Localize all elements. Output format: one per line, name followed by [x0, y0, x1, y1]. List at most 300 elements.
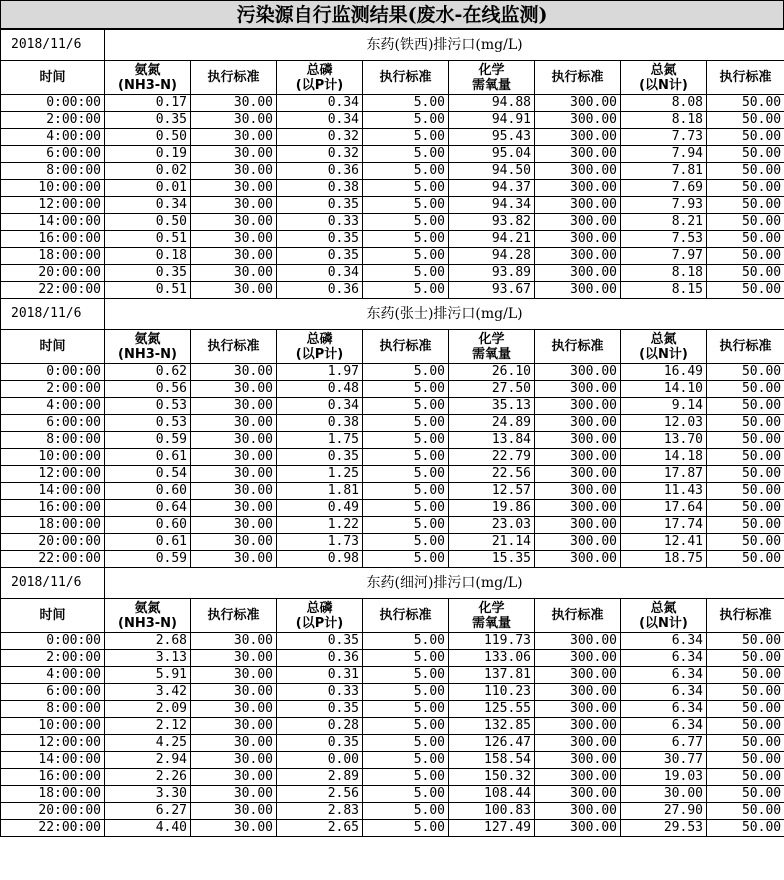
column-header-line: 执行标准	[551, 70, 604, 85]
time-cell: 18:00:00	[1, 248, 105, 265]
time-cell: 2:00:00	[1, 112, 105, 129]
value-cell: 0.38	[277, 415, 363, 432]
value-cell: 29.53	[621, 820, 707, 837]
value-cell: 5.00	[363, 534, 449, 551]
value-cell: 5.00	[363, 282, 449, 299]
value-cell: 30.00	[191, 282, 277, 299]
time-cell: 20:00:00	[1, 803, 105, 820]
table-row	[1, 769, 784, 786]
value-cell: 1.73	[277, 534, 363, 551]
value-cell: 0.34	[105, 197, 191, 214]
value-cell: 108.44	[449, 786, 535, 803]
value-cell: 17.87	[621, 466, 707, 483]
value-cell: 5.00	[363, 803, 449, 820]
value-cell: 300.00	[535, 231, 621, 248]
value-cell: 30.00	[191, 129, 277, 146]
section-date: 2018/11/6	[1, 30, 105, 61]
value-cell: 17.74	[621, 517, 707, 534]
value-cell: 0.01	[105, 180, 191, 197]
column-header-line: 时间	[39, 339, 66, 354]
value-cell: 0.48	[277, 381, 363, 398]
value-cell: 0.02	[105, 163, 191, 180]
value-cell: 1.81	[277, 483, 363, 500]
value-cell: 2.09	[105, 701, 191, 718]
value-cell: 19.86	[449, 500, 535, 517]
value-cell: 30.00	[191, 551, 277, 568]
value-cell: 5.00	[363, 650, 449, 667]
table-row	[1, 786, 784, 803]
value-cell: 2.68	[105, 633, 191, 650]
column-header-line: 总磷	[306, 331, 333, 347]
value-cell: 7.81	[621, 163, 707, 180]
value-cell: 8.21	[621, 214, 707, 231]
table-row	[1, 163, 784, 180]
value-cell: 110.23	[449, 684, 535, 701]
value-cell: 30.00	[191, 650, 277, 667]
value-cell: 300.00	[535, 769, 621, 786]
value-cell: 5.00	[363, 248, 449, 265]
value-cell: 93.89	[449, 265, 535, 282]
value-cell: 9.14	[621, 398, 707, 415]
time-cell: 0:00:00	[1, 364, 105, 381]
value-cell: 127.49	[449, 820, 535, 837]
column-header-line: (NH3-N)	[118, 77, 177, 93]
section-outfall-name: 东药(张士)排污口(mg/L)	[105, 299, 784, 330]
value-cell: 300.00	[535, 265, 621, 282]
value-cell: 0.60	[105, 483, 191, 500]
value-cell: 137.81	[449, 667, 535, 684]
value-cell: 5.00	[363, 231, 449, 248]
value-cell: 50.00	[707, 735, 784, 752]
value-cell: 12.03	[621, 415, 707, 432]
value-cell: 0.50	[105, 129, 191, 146]
value-cell: 6.34	[621, 633, 707, 650]
value-cell: 150.32	[449, 769, 535, 786]
value-cell: 300.00	[535, 820, 621, 837]
value-cell: 50.00	[707, 500, 784, 517]
value-cell: 4.40	[105, 820, 191, 837]
value-cell: 5.00	[363, 500, 449, 517]
value-cell: 23.03	[449, 517, 535, 534]
value-cell: 30.00	[191, 517, 277, 534]
value-cell: 30.00	[191, 214, 277, 231]
value-cell: 300.00	[535, 112, 621, 129]
value-cell: 30.00	[191, 667, 277, 684]
column-header	[449, 330, 535, 364]
time-cell: 16:00:00	[1, 231, 105, 248]
column-header	[105, 61, 191, 95]
table-row	[1, 735, 784, 752]
column-header-line: 总氮	[650, 331, 677, 347]
value-cell: 6.34	[621, 650, 707, 667]
time-cell: 14:00:00	[1, 483, 105, 500]
value-cell: 300.00	[535, 701, 621, 718]
table-row	[1, 633, 784, 650]
column-header-line: 化学	[478, 331, 505, 347]
value-cell: 50.00	[707, 684, 784, 701]
time-cell: 18:00:00	[1, 786, 105, 803]
time-cell: 22:00:00	[1, 282, 105, 299]
value-cell: 50.00	[707, 752, 784, 769]
value-cell: 0.28	[277, 718, 363, 735]
value-cell: 94.50	[449, 163, 535, 180]
value-cell: 50.00	[707, 214, 784, 231]
column-header-line: 时间	[39, 70, 66, 85]
column-header-line: 执行标准	[379, 339, 432, 354]
value-cell: 0.18	[105, 248, 191, 265]
value-cell: 0.35	[277, 449, 363, 466]
column-header	[707, 599, 784, 633]
time-cell: 8:00:00	[1, 701, 105, 718]
column-header-line: (以P计)	[295, 615, 344, 631]
table-row	[1, 381, 784, 398]
monitoring-table	[0, 29, 784, 837]
table-row	[1, 803, 784, 820]
section-date: 2018/11/6	[1, 568, 105, 599]
value-cell: 30.00	[191, 95, 277, 112]
value-cell: 0.59	[105, 551, 191, 568]
value-cell: 16.49	[621, 364, 707, 381]
value-cell: 0.00	[277, 752, 363, 769]
value-cell: 5.00	[363, 517, 449, 534]
value-cell: 300.00	[535, 667, 621, 684]
column-header-line: 化学	[478, 62, 505, 78]
value-cell: 6.27	[105, 803, 191, 820]
value-cell: 300.00	[535, 718, 621, 735]
value-cell: 50.00	[707, 129, 784, 146]
value-cell: 30.77	[621, 752, 707, 769]
value-cell: 30.00	[191, 398, 277, 415]
value-cell: 0.34	[277, 398, 363, 415]
time-cell: 12:00:00	[1, 735, 105, 752]
value-cell: 125.55	[449, 701, 535, 718]
value-cell: 50.00	[707, 180, 784, 197]
value-cell: 5.00	[363, 551, 449, 568]
time-cell: 8:00:00	[1, 432, 105, 449]
value-cell: 22.56	[449, 466, 535, 483]
value-cell: 50.00	[707, 231, 784, 248]
value-cell: 2.65	[277, 820, 363, 837]
table-row	[1, 248, 784, 265]
value-cell: 30.00	[191, 449, 277, 466]
value-cell: 0.36	[277, 282, 363, 299]
value-cell: 0.33	[277, 214, 363, 231]
value-cell: 30.00	[191, 180, 277, 197]
value-cell: 6.34	[621, 718, 707, 735]
value-cell: 133.06	[449, 650, 535, 667]
section-date: 2018/11/6	[1, 299, 105, 330]
value-cell: 2.94	[105, 752, 191, 769]
value-cell: 30.00	[191, 466, 277, 483]
value-cell: 5.00	[363, 752, 449, 769]
time-cell: 20:00:00	[1, 265, 105, 282]
table-row	[1, 112, 784, 129]
value-cell: 5.00	[363, 265, 449, 282]
time-cell: 10:00:00	[1, 180, 105, 197]
value-cell: 30.00	[191, 265, 277, 282]
value-cell: 300.00	[535, 381, 621, 398]
value-cell: 0.49	[277, 500, 363, 517]
value-cell: 0.19	[105, 146, 191, 163]
value-cell: 5.00	[363, 129, 449, 146]
value-cell: 0.53	[105, 415, 191, 432]
value-cell: 1.97	[277, 364, 363, 381]
value-cell: 2.26	[105, 769, 191, 786]
value-cell: 30.00	[191, 701, 277, 718]
value-cell: 5.00	[363, 701, 449, 718]
value-cell: 300.00	[535, 180, 621, 197]
column-header	[621, 330, 707, 364]
value-cell: 5.91	[105, 667, 191, 684]
value-cell: 30.00	[191, 364, 277, 381]
value-cell: 5.00	[363, 483, 449, 500]
value-cell: 300.00	[535, 449, 621, 466]
value-cell: 2.83	[277, 803, 363, 820]
value-cell: 300.00	[535, 364, 621, 381]
time-cell: 4:00:00	[1, 129, 105, 146]
value-cell: 11.43	[621, 483, 707, 500]
value-cell: 0.60	[105, 517, 191, 534]
value-cell: 0.35	[277, 701, 363, 718]
table-row	[1, 398, 784, 415]
value-cell: 35.13	[449, 398, 535, 415]
value-cell: 50.00	[707, 667, 784, 684]
time-cell: 18:00:00	[1, 517, 105, 534]
value-cell: 50.00	[707, 551, 784, 568]
value-cell: 300.00	[535, 534, 621, 551]
column-header	[1, 599, 105, 633]
time-cell: 20:00:00	[1, 534, 105, 551]
value-cell: 5.00	[363, 112, 449, 129]
value-cell: 300.00	[535, 163, 621, 180]
value-cell: 50.00	[707, 265, 784, 282]
value-cell: 0.35	[277, 248, 363, 265]
value-cell: 30.00	[191, 684, 277, 701]
value-cell: 7.94	[621, 146, 707, 163]
value-cell: 50.00	[707, 466, 784, 483]
time-cell: 2:00:00	[1, 381, 105, 398]
column-header-line: 总磷	[306, 62, 333, 78]
column-header-line: (NH3-N)	[118, 615, 177, 631]
value-cell: 50.00	[707, 769, 784, 786]
value-cell: 300.00	[535, 650, 621, 667]
value-cell: 5.00	[363, 667, 449, 684]
column-header-line: 执行标准	[379, 608, 432, 623]
value-cell: 50.00	[707, 163, 784, 180]
value-cell: 300.00	[535, 129, 621, 146]
value-cell: 50.00	[707, 534, 784, 551]
table-row	[1, 500, 784, 517]
value-cell: 50.00	[707, 112, 784, 129]
value-cell: 50.00	[707, 415, 784, 432]
value-cell: 300.00	[535, 415, 621, 432]
value-cell: 0.32	[277, 129, 363, 146]
value-cell: 7.73	[621, 129, 707, 146]
column-header	[363, 330, 449, 364]
value-cell: 8.08	[621, 95, 707, 112]
column-header-line: 执行标准	[207, 608, 260, 623]
time-cell: 10:00:00	[1, 718, 105, 735]
value-cell: 8.18	[621, 112, 707, 129]
column-header-line: (以N计)	[639, 615, 688, 631]
value-cell: 5.00	[363, 214, 449, 231]
value-cell: 7.53	[621, 231, 707, 248]
value-cell: 30.00	[191, 769, 277, 786]
value-cell: 0.38	[277, 180, 363, 197]
table-row	[1, 231, 784, 248]
table-row	[1, 449, 784, 466]
column-header-line: 需氧量	[471, 615, 511, 631]
time-cell: 12:00:00	[1, 466, 105, 483]
column-header-line: 总磷	[306, 600, 333, 616]
value-cell: 30.00	[191, 483, 277, 500]
column-header	[707, 330, 784, 364]
value-cell: 30.00	[191, 534, 277, 551]
value-cell: 50.00	[707, 398, 784, 415]
value-cell: 5.00	[363, 432, 449, 449]
column-header-line: 执行标准	[719, 70, 772, 85]
value-cell: 300.00	[535, 684, 621, 701]
time-cell: 4:00:00	[1, 667, 105, 684]
column-header	[277, 330, 363, 364]
value-cell: 50.00	[707, 650, 784, 667]
value-cell: 0.35	[277, 197, 363, 214]
time-cell: 4:00:00	[1, 398, 105, 415]
column-header-line: (以N计)	[639, 346, 688, 362]
time-cell: 6:00:00	[1, 684, 105, 701]
value-cell: 0.34	[277, 265, 363, 282]
column-header	[535, 330, 621, 364]
value-cell: 8.15	[621, 282, 707, 299]
value-cell: 50.00	[707, 483, 784, 500]
value-cell: 0.98	[277, 551, 363, 568]
value-cell: 2.89	[277, 769, 363, 786]
value-cell: 0.35	[277, 633, 363, 650]
value-cell: 30.00	[191, 112, 277, 129]
column-header	[449, 61, 535, 95]
value-cell: 30.00	[191, 820, 277, 837]
value-cell: 7.97	[621, 248, 707, 265]
column-header	[191, 61, 277, 95]
table-row	[1, 551, 784, 568]
table-row	[1, 534, 784, 551]
value-cell: 300.00	[535, 803, 621, 820]
value-cell: 5.00	[363, 146, 449, 163]
value-cell: 5.00	[363, 95, 449, 112]
value-cell: 300.00	[535, 752, 621, 769]
value-cell: 15.35	[449, 551, 535, 568]
section-outfall-name: 东药(铁西)排污口(mg/L)	[105, 30, 784, 61]
column-header-line: (以P计)	[295, 77, 344, 93]
value-cell: 21.14	[449, 534, 535, 551]
value-cell: 93.67	[449, 282, 535, 299]
value-cell: 1.25	[277, 466, 363, 483]
column-header-line: 氨氮	[134, 600, 161, 616]
value-cell: 0.51	[105, 282, 191, 299]
column-header-line: 氨氮	[134, 62, 161, 78]
column-header	[621, 599, 707, 633]
value-cell: 6.34	[621, 684, 707, 701]
value-cell: 5.00	[363, 684, 449, 701]
value-cell: 12.41	[621, 534, 707, 551]
value-cell: 22.79	[449, 449, 535, 466]
value-cell: 3.13	[105, 650, 191, 667]
column-header-line: (以N计)	[639, 77, 688, 93]
column-header-line: 总氮	[650, 62, 677, 78]
value-cell: 300.00	[535, 432, 621, 449]
value-cell: 50.00	[707, 517, 784, 534]
column-header	[535, 599, 621, 633]
column-header	[535, 61, 621, 95]
value-cell: 50.00	[707, 95, 784, 112]
value-cell: 30.00	[191, 381, 277, 398]
value-cell: 7.69	[621, 180, 707, 197]
column-header-line: 执行标准	[719, 339, 772, 354]
value-cell: 7.93	[621, 197, 707, 214]
value-cell: 50.00	[707, 381, 784, 398]
value-cell: 0.51	[105, 231, 191, 248]
value-cell: 94.88	[449, 95, 535, 112]
table-row	[1, 95, 784, 112]
column-header	[621, 61, 707, 95]
value-cell: 300.00	[535, 214, 621, 231]
value-cell: 50.00	[707, 718, 784, 735]
value-cell: 13.70	[621, 432, 707, 449]
table-row	[1, 129, 784, 146]
value-cell: 0.36	[277, 163, 363, 180]
value-cell: 30.00	[191, 633, 277, 650]
value-cell: 0.35	[277, 231, 363, 248]
column-header-line: 执行标准	[719, 608, 772, 623]
value-cell: 94.21	[449, 231, 535, 248]
value-cell: 300.00	[535, 466, 621, 483]
value-cell: 132.85	[449, 718, 535, 735]
value-cell: 1.22	[277, 517, 363, 534]
value-cell: 12.57	[449, 483, 535, 500]
value-cell: 0.17	[105, 95, 191, 112]
time-cell: 12:00:00	[1, 197, 105, 214]
value-cell: 94.91	[449, 112, 535, 129]
table-row	[1, 701, 784, 718]
value-cell: 50.00	[707, 701, 784, 718]
value-cell: 0.31	[277, 667, 363, 684]
value-cell: 30.00	[191, 432, 277, 449]
value-cell: 0.35	[105, 112, 191, 129]
table-row	[1, 667, 784, 684]
value-cell: 6.34	[621, 701, 707, 718]
value-cell: 5.00	[363, 466, 449, 483]
table-row	[1, 650, 784, 667]
value-cell: 6.77	[621, 735, 707, 752]
value-cell: 300.00	[535, 551, 621, 568]
value-cell: 3.42	[105, 684, 191, 701]
value-cell: 30.00	[191, 752, 277, 769]
column-header-line: 执行标准	[207, 339, 260, 354]
column-header	[277, 61, 363, 95]
column-header-line: 总氮	[650, 600, 677, 616]
value-cell: 50.00	[707, 820, 784, 837]
value-cell: 50.00	[707, 146, 784, 163]
value-cell: 0.32	[277, 146, 363, 163]
value-cell: 8.18	[621, 265, 707, 282]
value-cell: 300.00	[535, 633, 621, 650]
table-row	[1, 483, 784, 500]
value-cell: 300.00	[535, 500, 621, 517]
value-cell: 50.00	[707, 803, 784, 820]
column-header-line: 需氧量	[471, 346, 511, 362]
column-header-line: 时间	[39, 608, 66, 623]
value-cell: 94.34	[449, 197, 535, 214]
